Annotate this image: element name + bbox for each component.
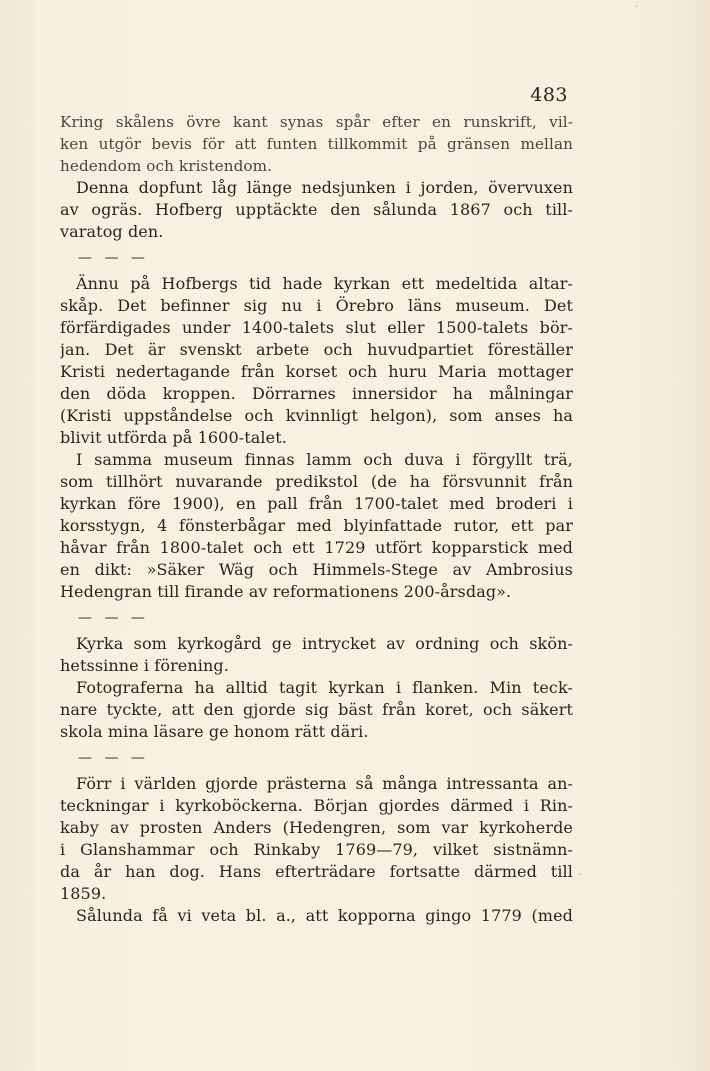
text-line: Denna dopfunt låg länge nedsjunken i jorden, övervuxen: [76, 178, 573, 197]
text-line: skola mina läsare ge honom rätt däri.: [60, 722, 369, 741]
paragraph: [60, 905, 573, 927]
text-line: (Kristi uppståndelse och kvinnligt helgon), som anses ha: [60, 406, 573, 425]
page-speck: ˊ: [633, 4, 639, 18]
text-line: Kring skålens övre kant synas spår efter en runskrift, vil-: [60, 113, 573, 131]
page-number: 483: [530, 84, 568, 106]
text-line: hetssinne i förening.: [60, 656, 229, 675]
text-line: kyrkan före 1900), en pall från 1700-talet med broderi i: [60, 494, 573, 513]
paragraph: [60, 773, 573, 905]
page-speck: ˋ: [578, 872, 584, 886]
text-line: som tillhört nuvarande predikstol (de ha försvunnit från: [60, 472, 573, 491]
text-line: den döda kroppen. Dörrarnes innersidor ha målningar: [60, 384, 573, 403]
text-line: kaby av prosten Anders (Hedengren, som var kyrkoherde: [60, 818, 573, 837]
body-text: [60, 111, 573, 927]
text-line: en dikt: »Säker Wäg och Himmels-Stege av Ambrosius: [60, 560, 573, 579]
text-line: håvar från 1800-talet och ett 1729 utfört kopparstick med: [60, 538, 573, 557]
text-line: da år han dog. Hans efterträdare fortsatte därmed till: [60, 862, 573, 881]
text-line: blivit utförda på 1600-talet.: [60, 428, 287, 447]
text-line: Kyrka som kyrkogård ge intrycket av ordning och skön-: [76, 634, 573, 653]
text-line: Hedengran till firande av reformationens 200-årsdag».: [60, 582, 512, 601]
paragraph: [60, 677, 573, 743]
text-line: nare tyckte, att den gjorde sig bäst från koret, och säkert: [60, 700, 573, 719]
text-line: förfärdigades under 1400-talets slut eller 1500-talets bör-: [60, 318, 573, 337]
text-line: hedendom och kristendom.: [60, 157, 273, 175]
paragraph: [60, 633, 573, 677]
text-line: skåp. Det befinner sig nu i Örebro läns museum. Det: [60, 296, 573, 315]
section-separator: — — —: [78, 750, 149, 766]
text-line: Ännu på Hofbergs tid hade kyrkan ett medeltida altar-: [76, 274, 573, 293]
paragraph: [60, 111, 573, 177]
paragraph: [60, 177, 573, 243]
text-line: korsstygn, 4 fönsterbågar med blyinfattade rutor, ett par: [60, 516, 573, 535]
text-line: I samma museum finnas lamm och duva i förgyllt trä,: [76, 450, 573, 469]
text-line: 1859.: [60, 884, 107, 903]
text-line: av ogräs. Hofberg upptäckte den sålunda 1867 och till-: [60, 200, 573, 219]
text-line: ken utgör bevis för att funten tillkommit på gränsen mellan: [60, 135, 573, 153]
text-line: Sålunda få vi veta bl. a., att kopporna gingo 1779 (med: [76, 906, 573, 925]
text-line: teckningar i kyrkoböckerna. Början gjordes därmed i Rin-: [60, 796, 573, 815]
text-line: i Glanshammar och Rinkaby 1769—79, vilket sistnämn-: [60, 840, 573, 859]
text-line: Förr i världen gjorde prästerna så många intressanta an-: [76, 774, 573, 793]
paragraph: [60, 449, 573, 603]
text-line: jan. Det är svenskt arbete och huvudpartiet föreställer: [60, 340, 573, 359]
text-line: Kristi nedertagande från korset och huru Maria mottager: [60, 362, 573, 381]
section-separator: — — —: [78, 610, 149, 626]
text-line: varatog den.: [60, 222, 164, 241]
text-line: Fotograferna ha alltid tagit kyrkan i flanken. Min teck-: [76, 678, 573, 697]
section-separator: — — —: [78, 250, 149, 266]
paragraph: [60, 273, 573, 449]
